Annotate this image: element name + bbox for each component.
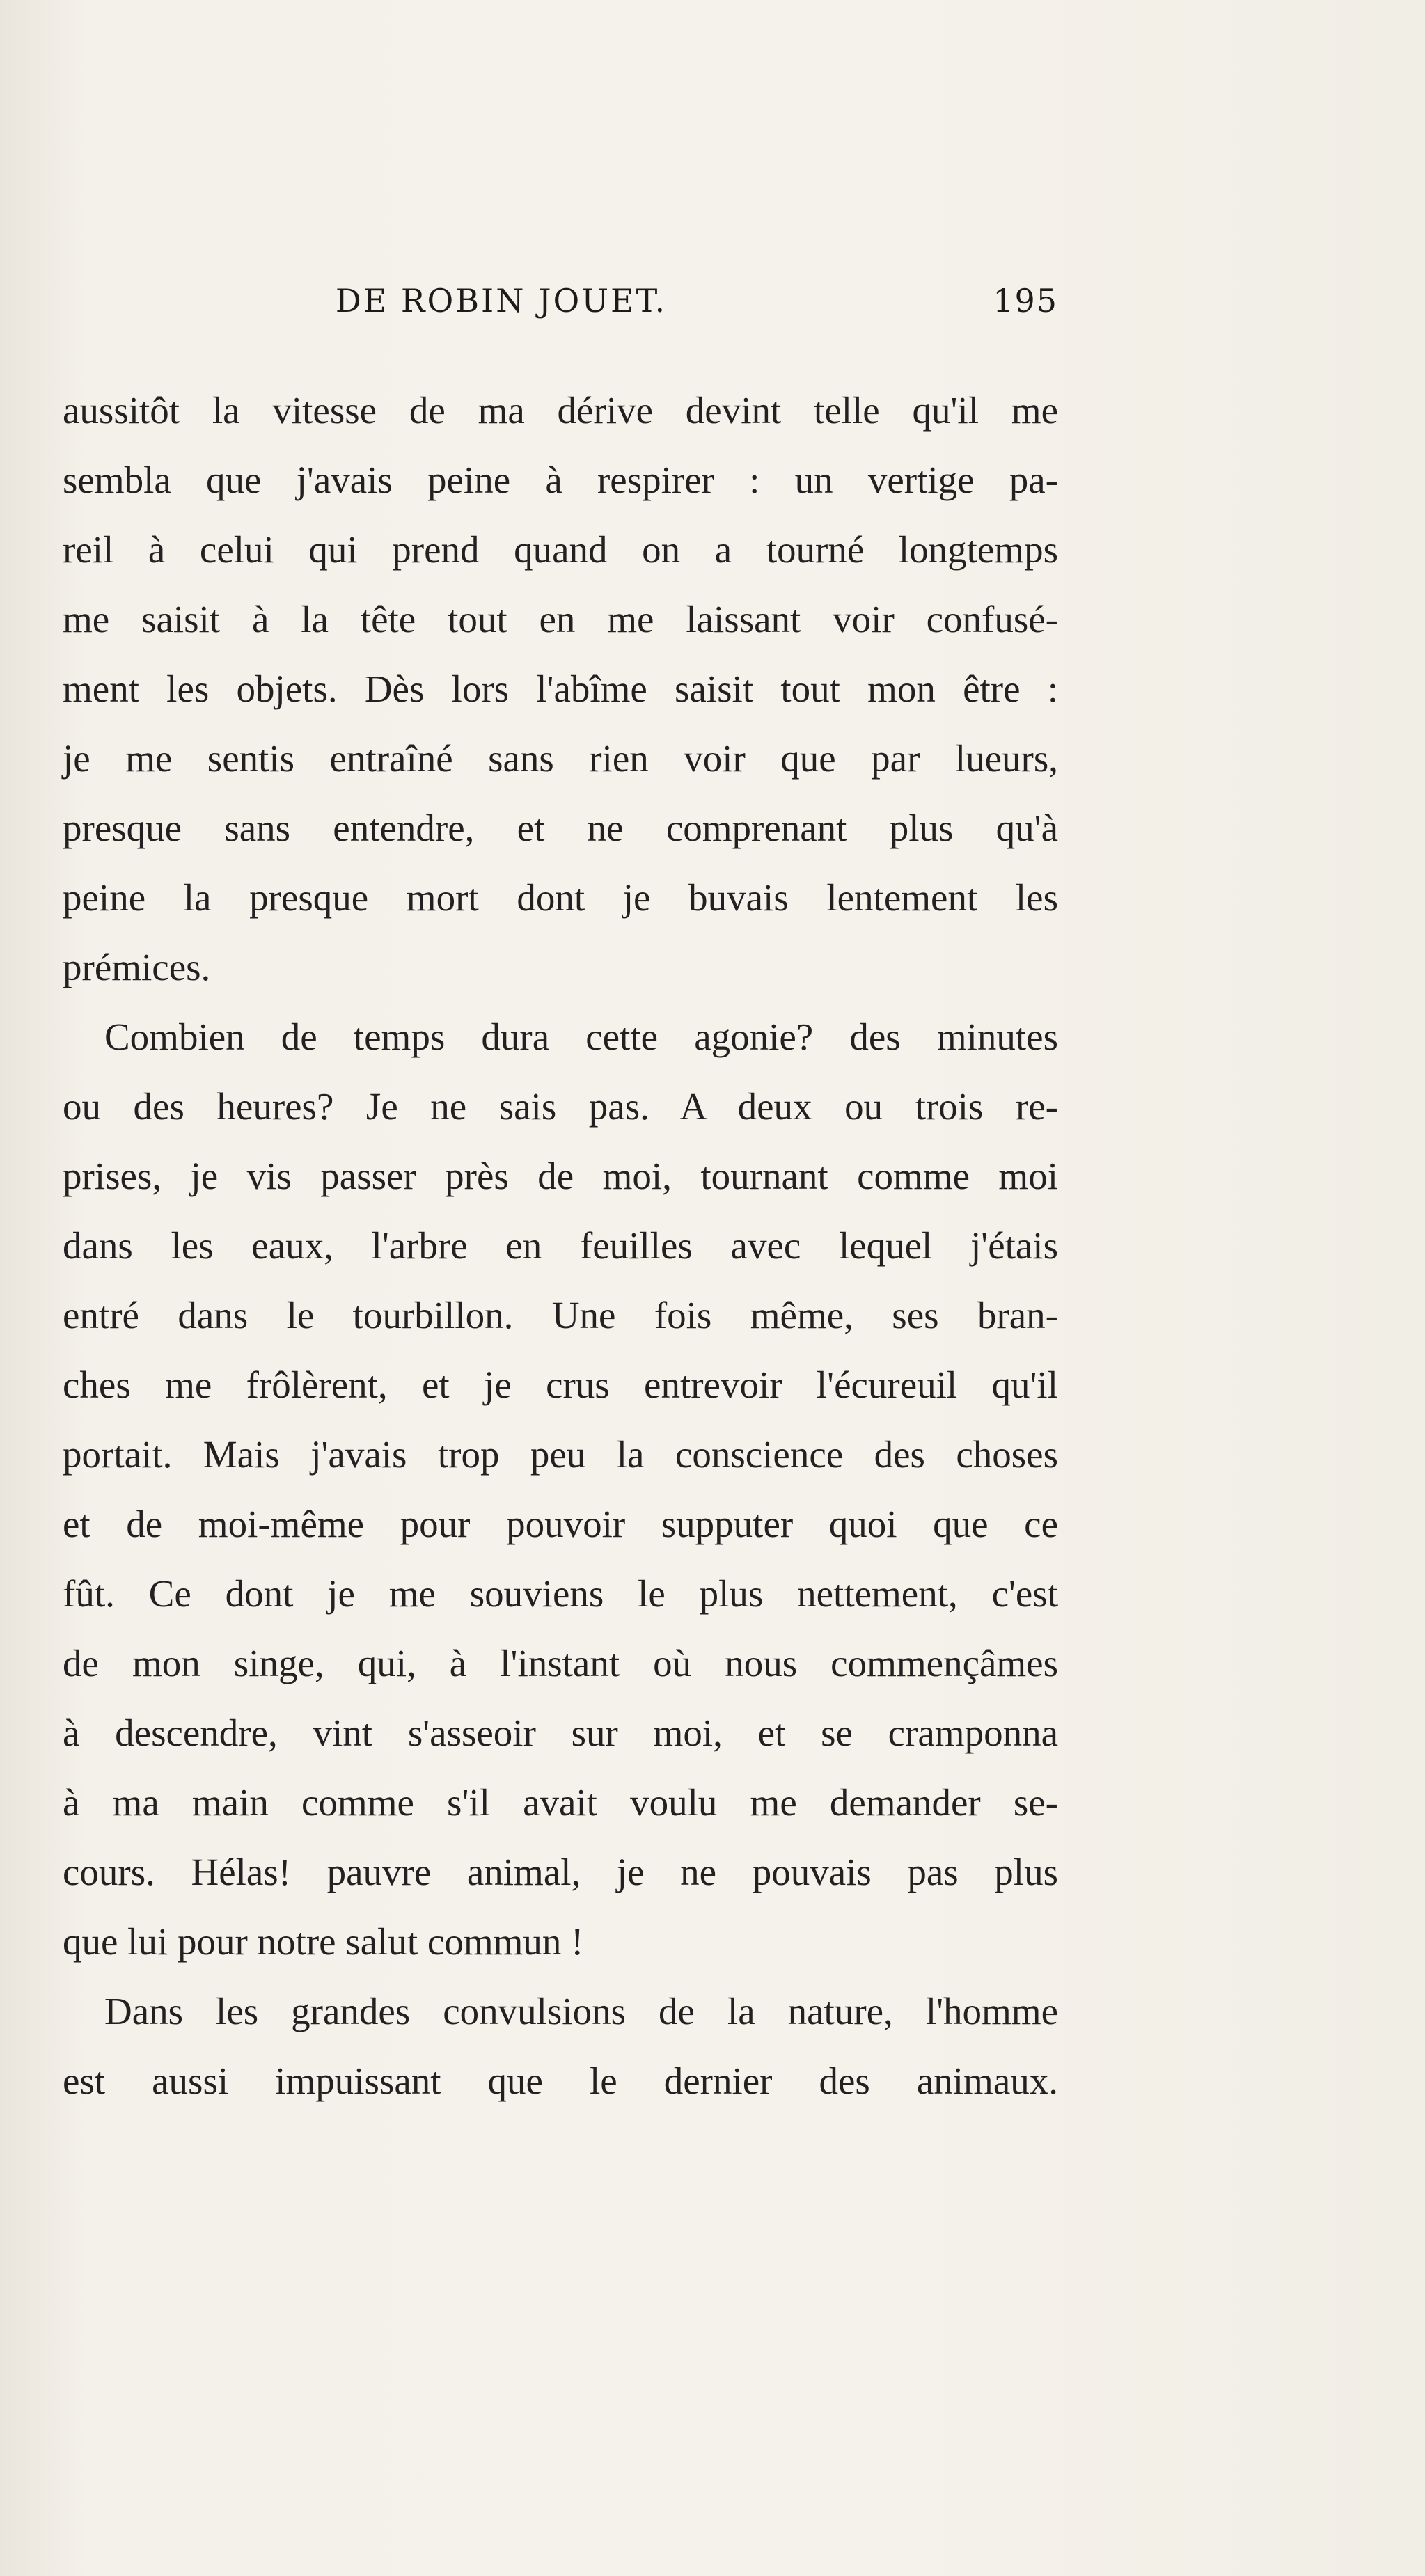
text-line: entré dans le tourbillon. Une fois même, ses bran- [63, 1294, 1058, 1336]
text-line: de mon singe, qui, à l'instant où nous commençâmes [63, 1642, 1058, 1684]
text-line: dans les eaux, l'arbre en feuilles avec lequel j'étais [63, 1224, 1058, 1267]
page-number: 195 [993, 282, 1058, 319]
text-line: prises, je vis passer près de moi, tournant comme moi [63, 1155, 1058, 1197]
text-line: presque sans entendre, et ne comprenant plus qu'à [63, 807, 1058, 849]
text-line: que lui pour notre salut commun ! [63, 1920, 584, 1963]
text-line: fût. Ce dont je me souviens le plus nettement, c'est [63, 1572, 1058, 1615]
text-line: à descendre, vint s'asseoir sur moi, et se cramponna [63, 1712, 1058, 1754]
text-line: peine la presque mort dont je buvais lentement les [63, 876, 1058, 919]
text-line: me saisit à la tête tout en me laissant voir confusé- [63, 598, 1058, 640]
text-line: prémices. [63, 946, 211, 988]
text-line: sembla que j'avais peine à respirer : un vertige pa- [63, 459, 1058, 501]
text-line: est aussi impuissant que le dernier des animaux. [63, 2060, 1058, 2102]
body-text [63, 376, 1058, 2116]
text-line: ment les objets. Dès lors l'abîme saisit tout mon être : [63, 667, 1058, 710]
text-line: ches me frôlèrent, et je crus entrevoir l'écureuil qu'il [63, 1364, 1058, 1406]
text-line: Dans les grandes convulsions de la nature, l'homme [104, 1990, 1058, 2032]
text-line: ou des heures? Je ne sais pas. A deux ou trois re- [63, 1085, 1058, 1128]
text-line: portait. Mais j'avais trop peu la conscience des choses [63, 1433, 1058, 1476]
text-line: cours. Hélas! pauvre animal, je ne pouvais pas plus [63, 1851, 1058, 1893]
text-line: reil à celui qui prend quand on a tourné longtemps [63, 528, 1058, 571]
running-title: DE ROBIN JOUET. [335, 282, 668, 319]
text-line: aussitôt la vitesse de ma dérive devint telle qu'il me [63, 389, 1058, 432]
text-line: Combien de temps dura cette agonie? des minutes [104, 1016, 1058, 1058]
text-line: à ma main comme s'il avait voulu me demander se- [63, 1781, 1058, 1824]
text-line: je me sentis entraîné sans rien voir que par lueurs, [63, 737, 1058, 780]
text-line: et de moi-même pour pouvoir supputer quoi que ce [63, 1503, 1058, 1545]
running-header [63, 275, 1058, 324]
